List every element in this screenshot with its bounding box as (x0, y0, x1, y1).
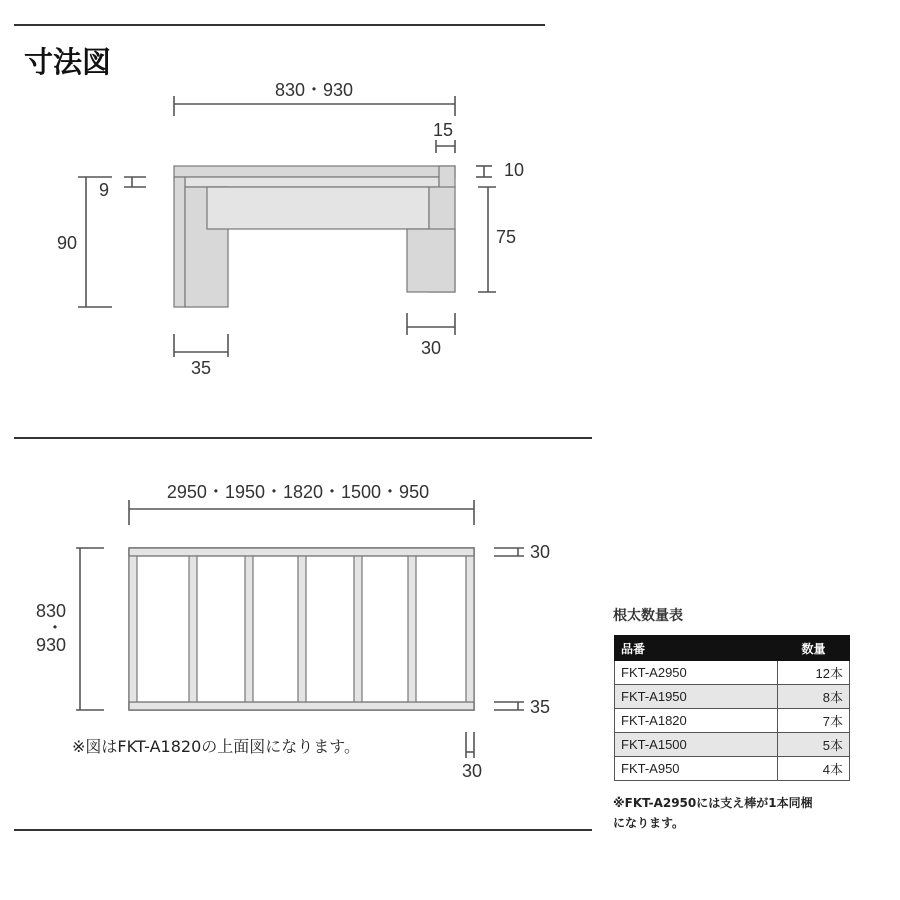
dim-30-label: 30 (420, 338, 442, 358)
row-qty: 5本 (778, 733, 850, 757)
dim-35-top-label: 35 (530, 697, 551, 717)
table-note (613, 793, 863, 833)
top-width-label-830: 830 (36, 601, 67, 621)
joist-count-table (614, 635, 850, 781)
table-row (615, 733, 850, 757)
joist (354, 556, 362, 702)
dim-35-label: 35 (190, 358, 212, 378)
table-header-row (615, 636, 850, 661)
bottom-rail (129, 702, 474, 710)
top-plank (174, 166, 455, 177)
dim-90-label: 90 (57, 233, 78, 253)
side-view (57, 80, 524, 378)
table-title: 根太数量表 (613, 608, 683, 624)
joist (298, 556, 306, 702)
joist (245, 556, 253, 702)
header-product: 品番 (615, 636, 778, 661)
joist (466, 556, 474, 702)
header-qty: 数量 (778, 636, 850, 661)
joist (189, 556, 197, 702)
table-row (615, 757, 850, 781)
right-leg (407, 229, 455, 292)
joist (408, 556, 416, 702)
row-qty: 4本 (778, 757, 850, 781)
dim-75-label: 75 (496, 227, 517, 247)
row-product: FKT-A2950 (615, 661, 778, 685)
table-row (615, 709, 850, 733)
row-qty: 12本 (778, 661, 850, 685)
top-width-label-930: 930 (36, 635, 67, 655)
top-view-note: ※図はFKT-A1820の上面図になります。 (72, 737, 360, 756)
dim-30-bottom-label: 30 (461, 761, 483, 781)
dim-9-label: 9 (99, 180, 110, 200)
page-title: 寸法図 (24, 45, 112, 79)
cross-beam (207, 187, 429, 229)
top-width-label-dot: ・ (46, 618, 64, 638)
table-row (615, 661, 850, 685)
joist (129, 556, 137, 702)
top-view (36, 482, 550, 781)
table-note-line1: ※FKT-A2950には支え棒が1本同梱 (613, 796, 813, 810)
left-wall (174, 177, 185, 307)
table-note-line2: になります。 (613, 816, 685, 830)
top-rail (129, 548, 474, 556)
top-length-label: 2950・1950・1820・1500・950 (166, 482, 430, 502)
dim-30-top-label: 30 (530, 542, 551, 562)
row-product: FKT-A950 (615, 757, 778, 781)
row-qty: 7本 (778, 709, 850, 733)
dim-10-label: 10 (504, 160, 525, 180)
table-row (615, 685, 850, 709)
row-product: FKT-A1820 (615, 709, 778, 733)
side-width-label: 830・930 (274, 80, 354, 100)
row-product: FKT-A1500 (615, 733, 778, 757)
inner-rail (185, 177, 439, 187)
dim-15-label: 15 (432, 120, 454, 140)
row-qty: 8本 (778, 685, 850, 709)
row-product: FKT-A1950 (615, 685, 778, 709)
end-cap (439, 166, 455, 188)
